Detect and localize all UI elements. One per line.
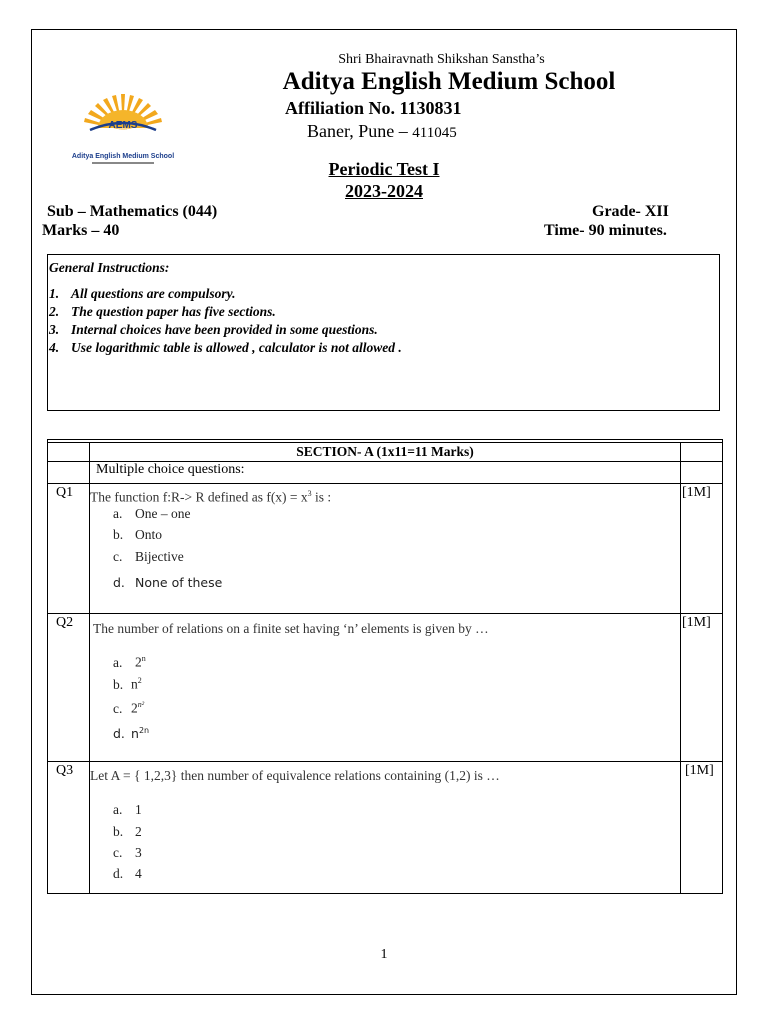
option-label: c. bbox=[113, 549, 123, 564]
instruction-text: All questions are compulsory. bbox=[71, 286, 236, 301]
table-border-bottom bbox=[47, 893, 723, 894]
option-exponent: 2n bbox=[138, 726, 150, 735]
option-label: d. bbox=[113, 575, 125, 590]
option-exponent: n² bbox=[137, 700, 145, 709]
option-d bbox=[113, 866, 142, 882]
option-text: Bijective bbox=[135, 549, 184, 564]
option-base: n bbox=[131, 726, 139, 742]
test-year: 2023-2024 bbox=[345, 181, 423, 201]
option-a bbox=[113, 654, 146, 671]
option-text: Onto bbox=[135, 527, 162, 542]
instruction-item bbox=[49, 286, 402, 304]
question-marks: [1M] bbox=[682, 615, 711, 630]
question-text-part: is : bbox=[311, 489, 332, 505]
section-a-title: SECTION- A (1x11=11 Marks) bbox=[296, 444, 474, 459]
option-a bbox=[113, 506, 190, 522]
question-text bbox=[90, 489, 331, 506]
total-marks: Marks – 40 bbox=[42, 222, 120, 239]
instruction-number: 3. bbox=[49, 322, 60, 337]
option-text: None of these bbox=[135, 575, 223, 590]
table-col-divider bbox=[680, 442, 681, 894]
affiliation-number: Affiliation No. 1130831 bbox=[285, 98, 462, 118]
option-c bbox=[113, 700, 144, 717]
table-border-left bbox=[47, 439, 48, 894]
option-label: b. bbox=[113, 824, 124, 839]
question-text: The number of relations on a finite set having ‘n’ elements is given by … bbox=[93, 621, 489, 636]
table-border-right bbox=[722, 439, 723, 894]
option-base: n bbox=[131, 676, 138, 692]
option-exponent: n bbox=[141, 654, 146, 663]
option-label: b. bbox=[113, 527, 124, 542]
question-text-part: The function f:R-> R defined as f(x) = x bbox=[90, 489, 308, 505]
question-number: Q2 bbox=[56, 615, 74, 630]
instruction-number: 2. bbox=[49, 304, 60, 319]
option-label: c. bbox=[113, 845, 123, 860]
table-border-top bbox=[47, 439, 723, 440]
grade-label: Grade- XII bbox=[592, 203, 669, 220]
instruction-text: Internal choices have been provided in some questions. bbox=[71, 322, 378, 337]
instruction-item bbox=[49, 322, 402, 340]
logo-name: Aditya English Medium School bbox=[72, 153, 174, 160]
trust-name: Shri Bhairavnath Shikshan Sanstha’s bbox=[338, 52, 545, 67]
instructions-list bbox=[49, 286, 402, 358]
option-b bbox=[113, 824, 142, 840]
option-c bbox=[113, 549, 184, 565]
address-text: Baner, Pune – bbox=[307, 121, 408, 141]
school-logo bbox=[72, 88, 174, 170]
option-label: d. bbox=[113, 866, 124, 881]
address-pincode: 411045 bbox=[412, 125, 457, 141]
question-marks: [1M] bbox=[682, 485, 711, 500]
school-address bbox=[307, 121, 457, 142]
table-row-divider bbox=[47, 483, 723, 484]
table-row-divider bbox=[47, 761, 723, 762]
option-label: b. bbox=[113, 676, 124, 692]
time-allowed: Time- 90 minutes. bbox=[544, 222, 667, 239]
question-number: Q3 bbox=[56, 763, 74, 778]
question-marks: [1M] bbox=[685, 763, 714, 778]
option-text: 2 bbox=[135, 824, 142, 839]
option-text: One – one bbox=[135, 506, 191, 521]
table-col-divider bbox=[89, 442, 90, 894]
option-a bbox=[113, 802, 142, 818]
page-number: 1 bbox=[380, 947, 388, 962]
option-text: 3 bbox=[135, 845, 142, 860]
question-text: Let A = { 1,2,3} then number of equivalence relations containing (1,2) is … bbox=[90, 768, 500, 783]
option-b bbox=[113, 676, 142, 693]
option-base: 2 bbox=[131, 700, 138, 716]
logo-abbr: AEMS bbox=[108, 120, 138, 131]
instructions-heading: General Instructions: bbox=[49, 260, 170, 275]
option-text: 4 bbox=[135, 866, 142, 881]
option-label: a. bbox=[113, 506, 123, 521]
instruction-item bbox=[49, 304, 402, 322]
instruction-number: 1. bbox=[49, 286, 60, 301]
question-number: Q1 bbox=[56, 485, 74, 500]
option-label: a. bbox=[113, 654, 123, 670]
instruction-text: The question paper has five sections. bbox=[71, 304, 276, 319]
question-exponent: 3 bbox=[307, 489, 312, 498]
option-label: c. bbox=[113, 700, 123, 716]
section-a-subtitle: Multiple choice questions: bbox=[96, 462, 245, 477]
subject-label: Sub – Mathematics (044) bbox=[47, 203, 218, 220]
table-row-divider bbox=[47, 613, 723, 614]
option-label: d. bbox=[113, 726, 125, 742]
instruction-number: 4. bbox=[49, 340, 60, 355]
option-b bbox=[113, 527, 162, 543]
school-name: Aditya English Medium School bbox=[282, 68, 616, 95]
instruction-text: Use logarithmic table is allowed , calculator is not allowed . bbox=[71, 340, 402, 355]
option-label: a. bbox=[113, 802, 123, 817]
option-base: 2 bbox=[135, 654, 142, 670]
option-c bbox=[113, 845, 142, 861]
option-d bbox=[113, 726, 149, 741]
instruction-item bbox=[49, 340, 402, 358]
option-exponent: 2 bbox=[137, 676, 142, 685]
table-border-top-double bbox=[47, 442, 723, 443]
option-text: 1 bbox=[135, 802, 142, 817]
option-d bbox=[113, 575, 222, 590]
test-title: Periodic Test I bbox=[328, 159, 440, 179]
